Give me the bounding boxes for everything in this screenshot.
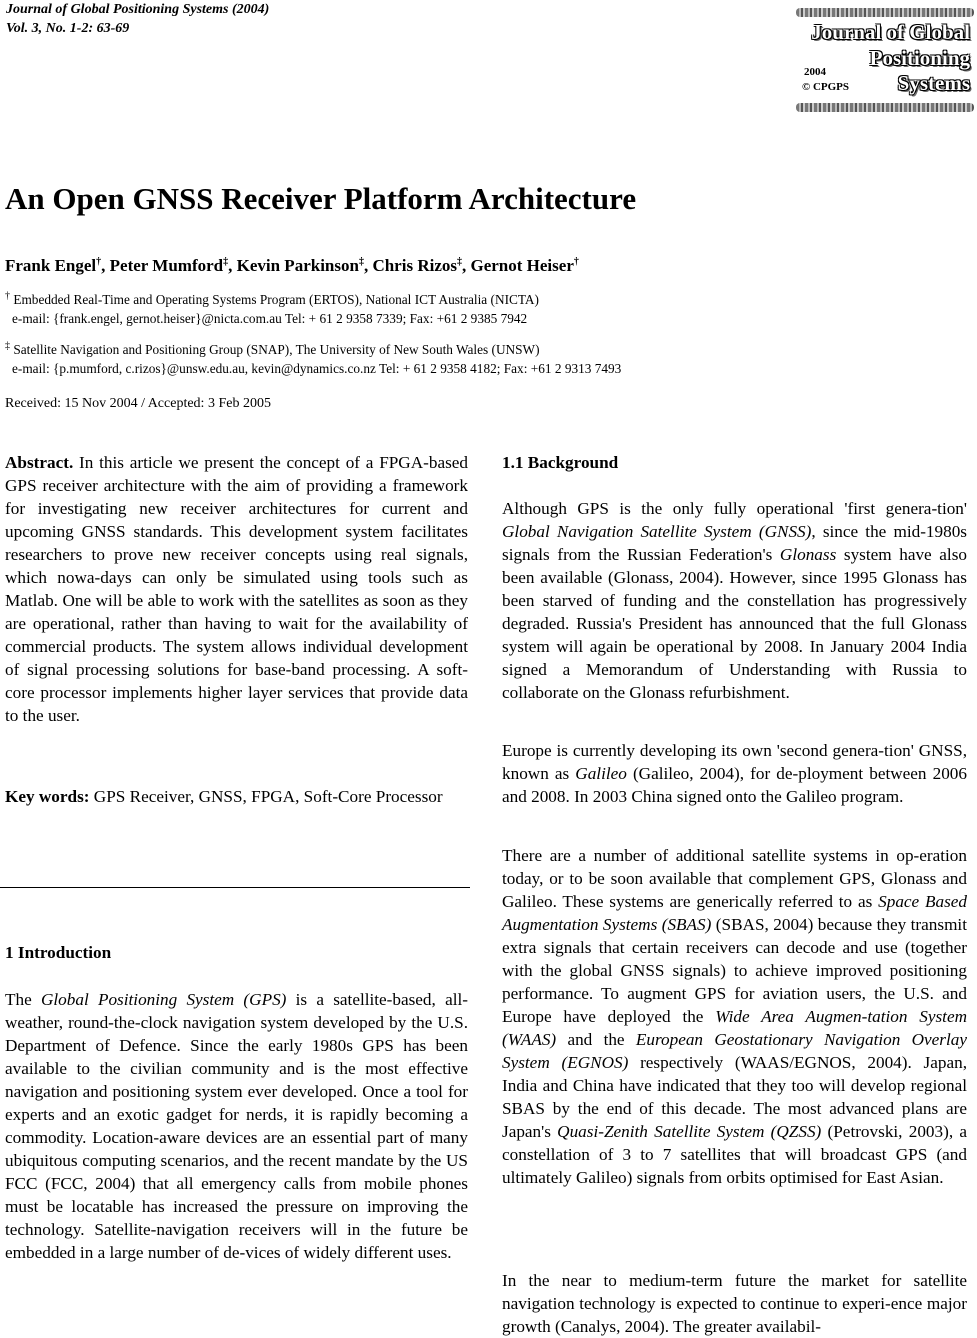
background-paragraph-2: Europe is currently developing its own 'second genera-tion' GNSS, known as Galileo (Galileo, 2004), for de-ployment between 2006 and 2008. In 2003 China signed onto the Galileo program. bbox=[502, 741, 967, 806]
journal-volume: Vol. 3, No. 1-2: 63-69 bbox=[6, 21, 130, 36]
logo-year: 2004 bbox=[804, 66, 826, 78]
affiliation-mark: ‡ bbox=[5, 340, 10, 352]
logo-line-2: Positioning bbox=[869, 46, 970, 70]
background-paragraph-4: In the near to medium-term future the market for satellite navigation technology is expected to continue to experi-ence major growth (Canalys, 2004). The greater availabil- bbox=[502, 1271, 967, 1336]
affiliation-org: Satellite Navigation and Positioning Group (SNAP), The University of New South Wales (UNSW) bbox=[13, 342, 540, 357]
author-mark: † bbox=[573, 256, 579, 268]
affiliation-contact: e-mail: {p.mumford, c.rizos}@unsw.edu.au, kevin@dynamics.co.nz Tel: + 61 2 9358 4182; Fax: +61 2 9313 7493 bbox=[12, 361, 622, 376]
abstract-label: Abstract. bbox=[5, 453, 74, 472]
abstract bbox=[5, 451, 468, 727]
author-mark: † bbox=[96, 256, 102, 268]
author-name: Kevin Parkinson bbox=[236, 256, 359, 275]
section-heading-background: 1.1 Background bbox=[502, 453, 619, 472]
affiliation-2 bbox=[5, 340, 621, 378]
author-mark: ‡ bbox=[358, 256, 364, 268]
journal-logo bbox=[796, 4, 974, 116]
author-name: Peter Mumford bbox=[109, 256, 224, 275]
logo-bottom-band bbox=[796, 103, 974, 112]
keywords-text: GPS Receiver, GNSS, FPGA, Soft-Core Processor bbox=[93, 787, 443, 806]
keywords-label: Key words: bbox=[5, 787, 90, 806]
abstract-text: In this article we present the concept of a FPGA-based GPS receiver architecture with the aim of providing a framework for investigating new receiver architectures for current and upcoming GNSS standards. This development system facilitates researchers to prove new receiver concepts using real signals, which nowa-days can only be simulated using tools such as Matlab. One will be able to work with the satellites as soon as they are operational, rather than having to wait for the availability of commercial products. The system allows individual development of signal processing solutions for base-band processing. A soft-core processor implements higher layer services that provide data to the user. bbox=[5, 453, 468, 725]
background-paragraph-1: Although GPS is the only fully operational 'first genera-tion' Global Navigation Satellite System (GNSS), since the mid-1980s signals from the Russian Federation's Glonass system have also been available (Glonass, 2004). However, since 1995 Glonass has been starved of funding and the constellation has progressively degraded. Russia's President has announced that the full Glonass system will again be operational by 2008. In January 2004 India signed a Memorandum of Understanding with Russia to collaborate on the Glonass refurbishment. bbox=[502, 499, 967, 702]
logo-line-1: Journal of Global bbox=[811, 20, 970, 44]
section-heading-introduction: 1 Introduction bbox=[5, 943, 112, 962]
logo-line-3: Systems bbox=[897, 71, 970, 95]
journal-header bbox=[6, 0, 269, 38]
author-mark: ‡ bbox=[456, 256, 462, 268]
affiliation-1 bbox=[5, 290, 539, 328]
background-paragraph-3: There are a number of additional satellite systems in op-eration today, or to be soon available that complement GPS, Glonass and Galileo. These systems are generically referred to as Space Based Augmentation Systems (SBAS) (SBAS, 2004) because they transmit extra signals that certain receivers can decode and use (together with the global GNSS signals) to achieve improved positioning performance. To augment GPS for aviation users, the U.S. and Europe have deployed the Wide Area Augmen-tation System (WAAS) and the European Geostationary Navigation Overlay System (EGNOS) respectively (WAAS/EGNOS, 2004). Japan, India and China have indicated that they too will develop regional SBAS by the end of this decade. The most advanced plans are Japan's Quasi-Zenith Satellite System (QZSS) (Petrovski, 2003), a constellation of 3 to 7 satellites that will broadcast GPS (and ultimately Galileo) signals from orbits optimised for East Asian. bbox=[502, 846, 968, 1187]
author-list: Frank Engel†, Peter Mumford‡, Kevin Parkinson‡, Chris Rizos‡, Gernot Heiser† bbox=[5, 256, 579, 275]
affiliation-contact: e-mail: {frank.engel, gernot.heiser}@nicta.com.au Tel: + 61 2 9358 7339; Fax: +61 2 9385 7942 bbox=[12, 311, 528, 326]
introduction-paragraph: The Global Positioning System (GPS) is a satellite-based, all-weather, round-the-clock navigation system developed by the U.S. Department of Defence. Since the early 1980s GPS has been available to the civilian community and is the most effective navigation and positioning system ever developed. Once a tool for experts and an exotic gadget for nerds, it is rapidly becoming a commodity. Location-aware devices are an essential part of many ubiquitous computing scenarios, and the recent mandate by the US FCC (FCC, 2004) that all emergency calls from mobile phones must be locatable has increased the pressure on improving the technology. Satellite-navigation receivers will in the future be embedded in a large number of de-vices of widely different uses. bbox=[5, 990, 468, 1262]
received-date: Received: 15 Nov 2004 / Accepted: 3 Feb 2005 bbox=[5, 396, 271, 411]
logo-top-band bbox=[796, 8, 974, 17]
author-mark: ‡ bbox=[223, 256, 229, 268]
affiliation-org: Embedded Real-Time and Operating Systems Program (ERTOS), National ICT Australia (NICTA) bbox=[13, 292, 539, 307]
affiliation-mark: † bbox=[5, 290, 10, 302]
author-name: Chris Rizos bbox=[372, 256, 457, 275]
keywords bbox=[5, 785, 468, 808]
section-divider bbox=[0, 887, 470, 888]
journal-name: Journal of Global Positioning Systems (2004) bbox=[6, 2, 270, 17]
paper-title: An Open GNSS Receiver Platform Architecture bbox=[5, 181, 637, 216]
author-name: Gernot Heiser bbox=[470, 256, 574, 275]
logo-copyright: © CPGPS bbox=[802, 81, 850, 93]
author-name: Frank Engel bbox=[5, 256, 97, 275]
